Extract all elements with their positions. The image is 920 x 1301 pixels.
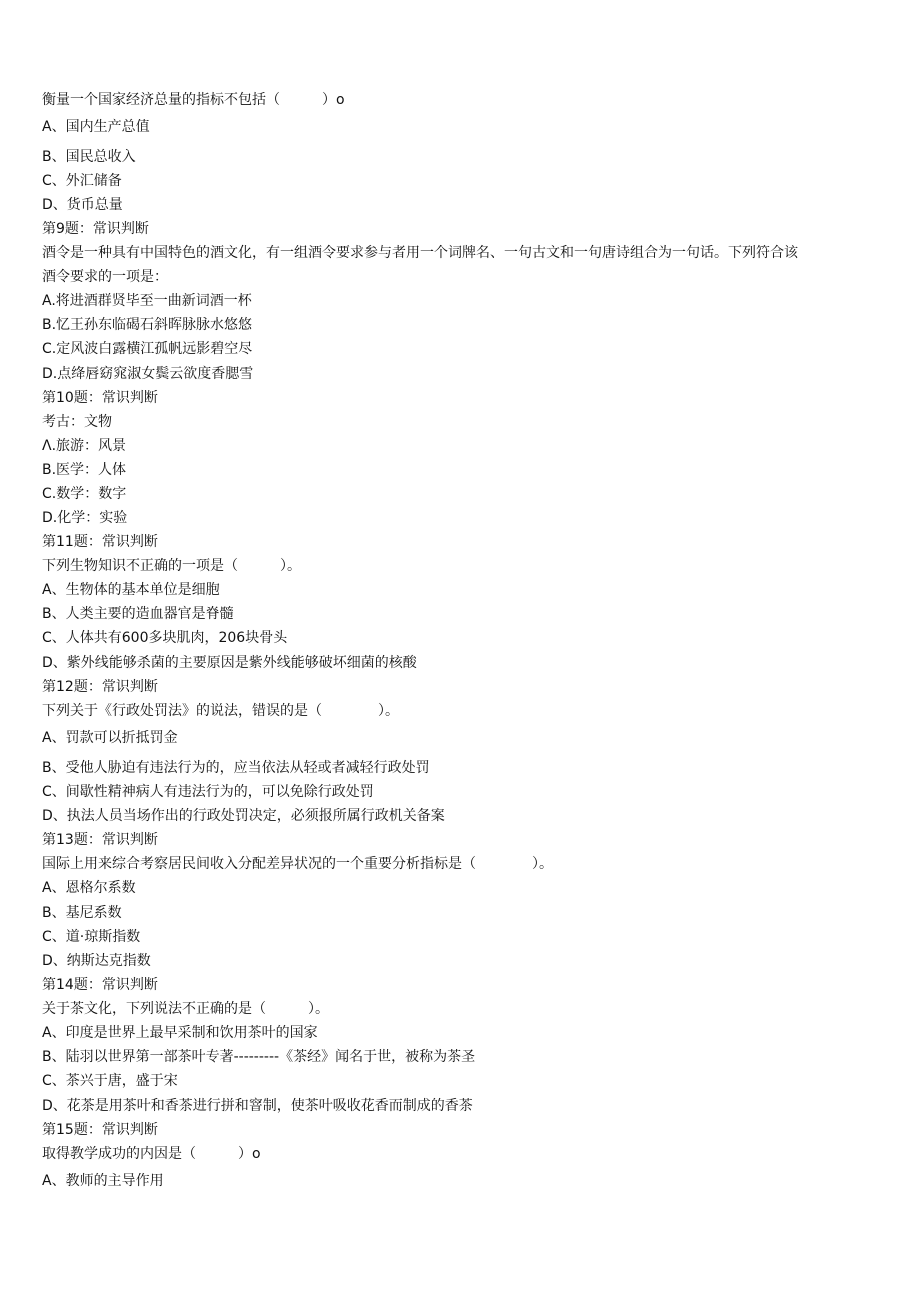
option-b: B、基尼系数 [42, 905, 122, 921]
question-stem: 下列关于《行政处罚法》的说法，错误的是（ ）。 [42, 703, 399, 719]
option-a: A、生物体的基本单位是细胞 [42, 582, 220, 598]
option-b: B.忆王孙东临碣石斜晖脉脉水悠悠 [42, 317, 253, 333]
question-header: 第15题：常识判断 [42, 1122, 158, 1138]
option-c: C、道·琼斯指数 [42, 929, 141, 945]
option-a: Λ.旅游：风景 [42, 438, 127, 454]
option-a: A.将进酒群贤毕至一曲新词酒一杯 [42, 293, 252, 309]
option-c: C、茶兴于唐，盛于宋 [42, 1073, 178, 1089]
question-stem: 衡量一个国家经济总量的指标不包括（ ）o [42, 92, 345, 108]
question-header: 第12题：常识判断 [42, 679, 158, 695]
option-d: D、纳斯达克指数 [42, 953, 151, 969]
option-c: C、间歇性精神病人有违法行为的，可以免除行政处罚 [42, 784, 374, 800]
question-stem: 酒令要求的一项是： [42, 269, 168, 285]
option-b: B、陆羽以世界第一部茶叶专著---------《茶经》闻名于世，被称为茶圣 [42, 1049, 476, 1065]
option-a: A、恩格尔系数 [42, 880, 136, 896]
question-stem: 国际上用来综合考察居民间收入分配差异状况的一个重要分析指标是（ ）。 [42, 856, 553, 872]
option-d: D、执法人员当场作出的行政处罚决定，必须报所属行政机关备案 [42, 808, 445, 824]
question-header: 第11题：常识判断 [42, 534, 158, 550]
question-header: 第13题：常识判断 [42, 832, 158, 848]
option-a: A、国内生产总值 [42, 119, 150, 135]
option-b: B、国民总收入 [42, 149, 136, 165]
option-a: A、教师的主导作用 [42, 1173, 164, 1189]
option-c: C、外汇储备 [42, 173, 122, 189]
option-a: A、印度是世界上最早采制和饮用茶叶的国家 [42, 1025, 318, 1041]
option-b: B、人类主要的造血器官是脊髓 [42, 606, 234, 622]
question-stem: 下列生物知识不正确的一项是（ ）。 [42, 558, 301, 574]
option-d: D.点绛唇窈窕淑女鬓云欲度香腮雪 [42, 366, 254, 382]
option-c: C.数学：数字 [42, 486, 127, 502]
option-c: C、人体共有600多块肌肉，206块骨头 [42, 630, 288, 646]
option-d: D、紫外线能够杀菌的主要原因是紫外线能够破坏细菌的核酸 [42, 655, 417, 671]
option-b: B、受他人胁迫有违法行为的，应当依法从轻或者减轻行政处罚 [42, 760, 430, 776]
question-stem: 关于茶文化，下列说法不正确的是（ ）。 [42, 1001, 329, 1017]
question-header: 第10题：常识判断 [42, 390, 158, 406]
option-a: A、罚款可以折抵罚金 [42, 730, 178, 746]
option-d: D.化学：实验 [42, 510, 128, 526]
option-d: D、花茶是用茶叶和香茶进行拼和窨制，使茶叶吸收花香而制成的香茶 [42, 1098, 473, 1114]
question-stem: 考古：文物 [42, 414, 112, 430]
question-header: 第9题：常识判断 [42, 221, 149, 237]
question-header: 第14题：常识判断 [42, 977, 158, 993]
option-b: B.医学：人体 [42, 462, 127, 478]
option-d: D、货币总量 [42, 197, 123, 213]
option-c: C.定风波白露横江孤帆远影碧空尽 [42, 341, 253, 357]
question-stem: 取得教学成功的内因是（ ）o [42, 1146, 261, 1162]
question-stem: 酒令是一种具有中国特色的酒文化，有一组酒令要求参与者用一个词牌名、一句古文和一句唐诗组合为一句话。下列符合该 [42, 245, 798, 261]
